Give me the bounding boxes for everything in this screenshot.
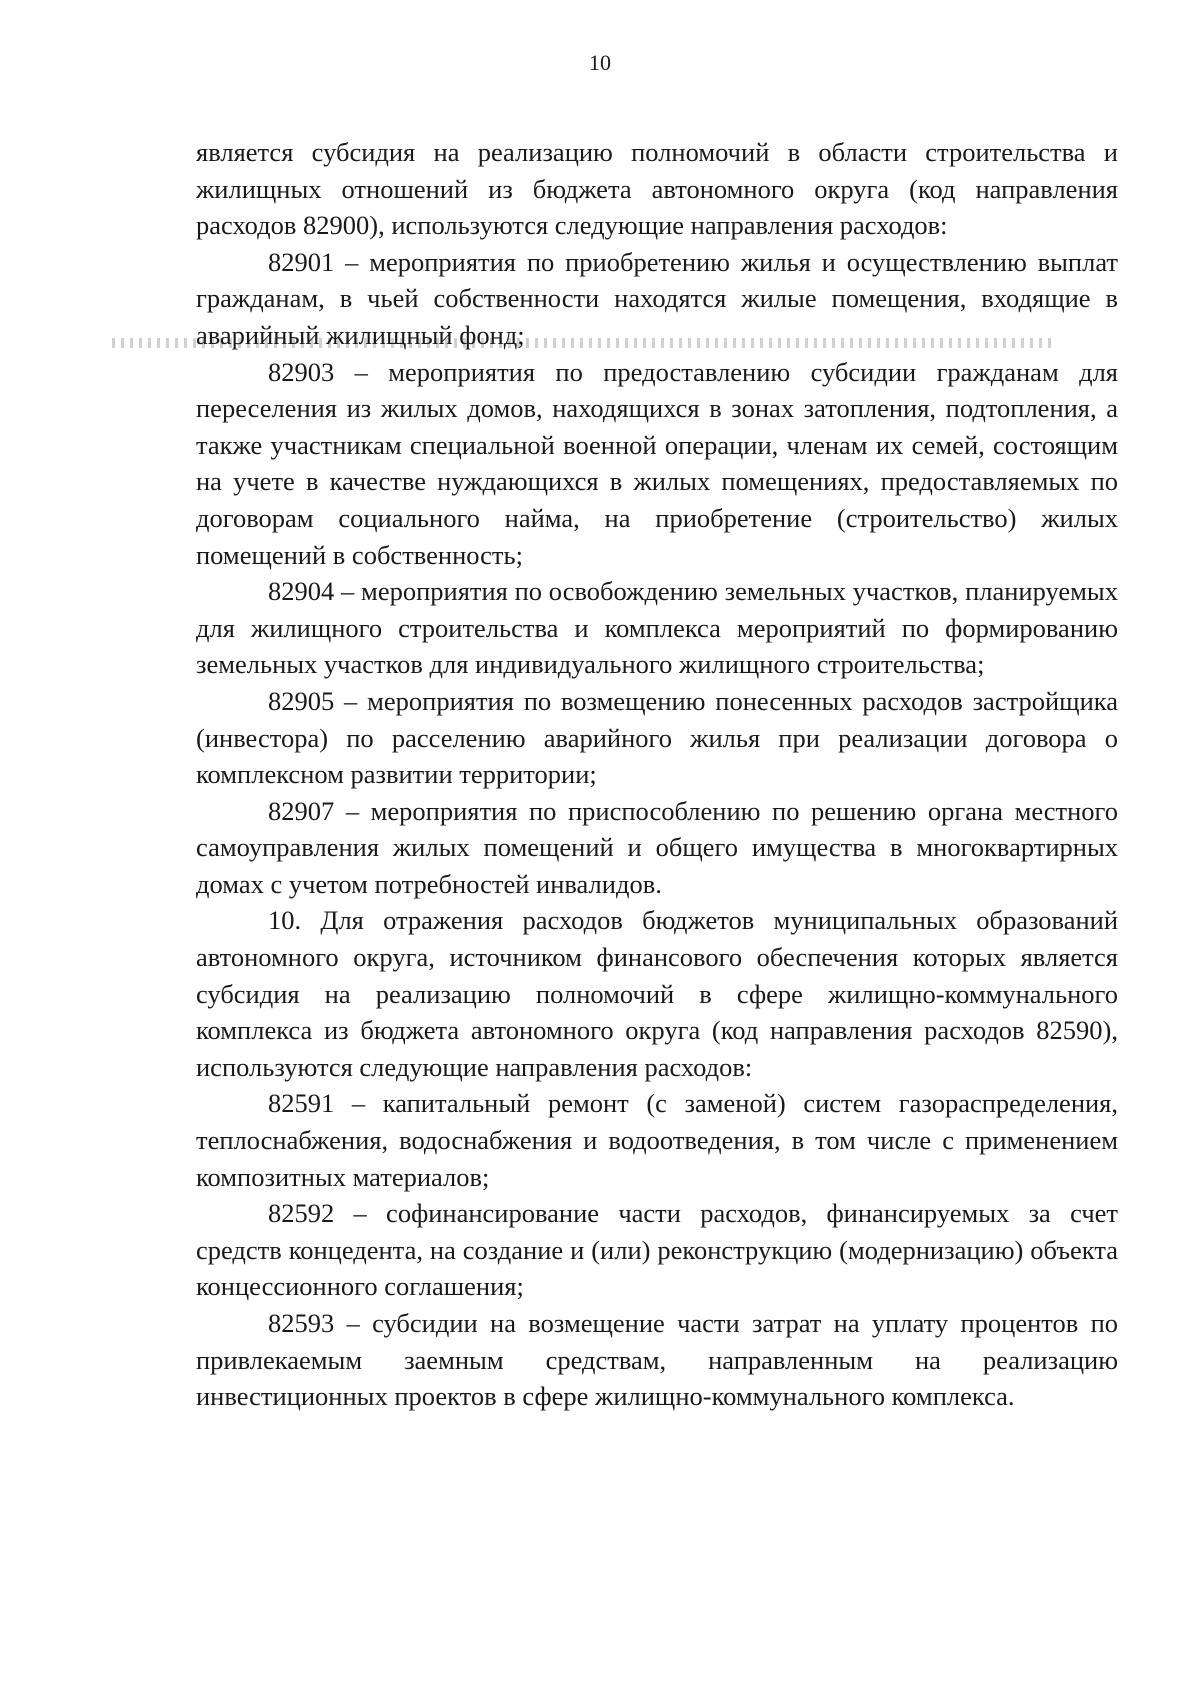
paragraph-82592: 82592 – софинансирование части расходов, финансируемых за счет средств концедента, на создание и (или) реконструкцию (модернизацию) объекта концессионного соглашения; xyxy=(196,1198,1118,1302)
paragraph-continuation: является субсидия на реализацию полномочий в области строительства и жилищных отношений из бюджета автономного округа (код направления расходов 82900), используются следующие направления расходов: xyxy=(196,137,1118,241)
paragraph-82905: 82905 – мероприятия по возмещению понесенных расходов застройщика (инвестора) по расселению аварийного жилья при реализации договора о комплексном развитии территории; xyxy=(196,685,1118,790)
paragraph-82903: 82903 – мероприятия по предоставлению субсидии гражданам для переселения из жилых домов, находящихся в зонах затопления, подтопления, а также участникам специальной военной операции, членам их семей, состоящим на учете в качестве нуждающихся в жилых помещениях, предоставляемых по договорам социального найма, на приобретение (строительство) жилых помещений в собственность; xyxy=(196,356,1118,570)
page-number: 10 xyxy=(589,50,611,75)
paragraph-82907: 82907 – мероприятия по приспособлению по решению органа местного самоуправления жилых помещений и общего имущества в многоквартирных домах с учетом потребностей инвалидов. xyxy=(196,795,1118,899)
paragraph-item-10: 10. Для отражения расходов бюджетов муниципальных образований автономного округа, источником финансового обеспечения которых является субсидия на реализацию полномочий в сфере жилищно-коммунального комплекса из бюджета автономного округа (код направления расходов 82590), используются следующие направления расходов: xyxy=(196,905,1118,1082)
paragraph-82901: 82901 – мероприятия по приобретению жилья и осуществлению выплат гражданам, в чьей собственности находятся жилые помещения, входящие в аварийный жилищный фонд; xyxy=(196,246,1118,350)
paragraph-82904: 82904 – мероприятия по освобождению земельных участков, планируемых для жилищного строительства и комплекса мероприятий по формированию земельных участков для индивидуального жилищного строительства; xyxy=(196,576,1118,680)
paragraph-82593: 82593 – субсидии на возмещение части затрат на уплату процентов по привлекаемым заемным средствам, направленным на реализацию инвестиционных проектов в сфере жилищно-коммунального комплекса. xyxy=(196,1308,1118,1412)
document-body xyxy=(196,134,1118,1415)
paragraph-82591: 82591 – капитальный ремонт (с заменой) систем газораспределения, теплоснабжения, водоснабжения и водоотведения, в том числе с применением композитных материалов; xyxy=(196,1088,1118,1192)
